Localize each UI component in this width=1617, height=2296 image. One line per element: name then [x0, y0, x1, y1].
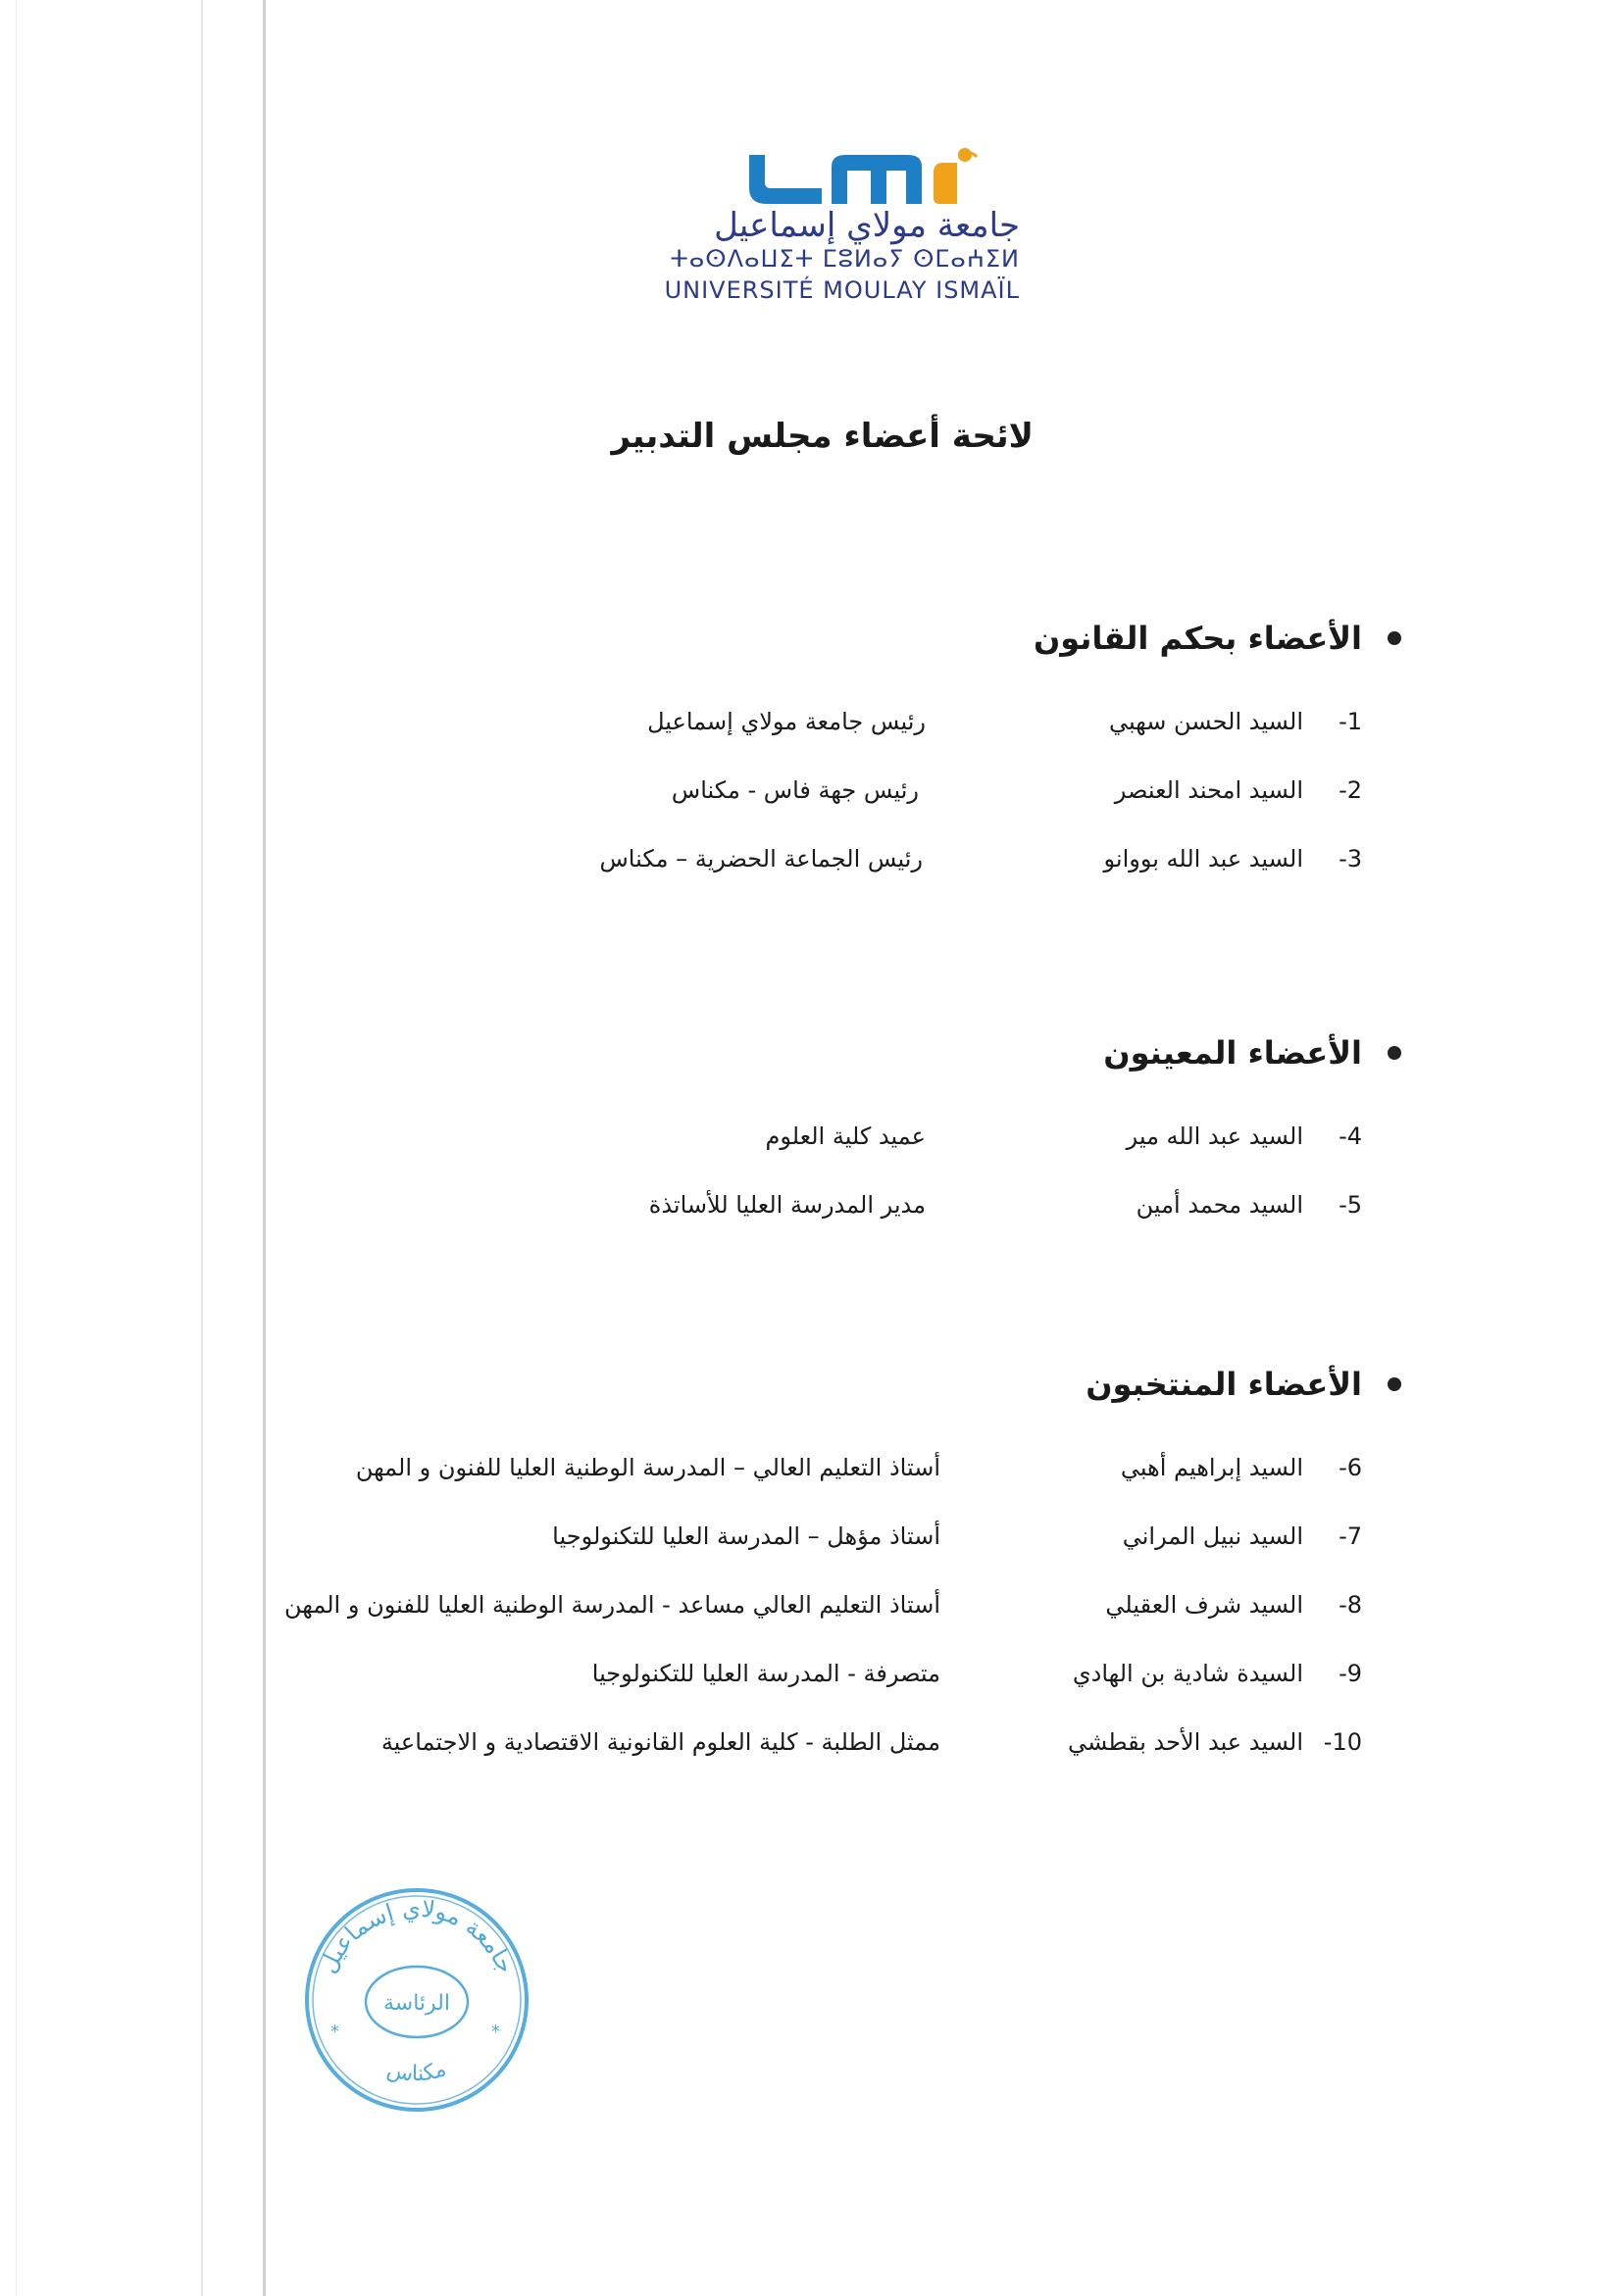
document-title: لائحة أعضاء مجلس التدبير	[611, 417, 1034, 456]
member-row	[0, 776, 1617, 816]
stamp-outer-text: جامعة مولاي إسماعيل	[314, 1894, 521, 1977]
section-header-appointed	[1103, 1034, 1401, 1072]
member-number: -8	[1339, 1591, 1362, 1619]
member-number: -6	[1339, 1454, 1362, 1481]
bullet-icon	[1388, 631, 1401, 645]
star-icon: *	[330, 2021, 339, 2042]
member-row	[0, 1454, 1617, 1493]
member-row	[0, 1191, 1617, 1230]
stamp-bottom-text: مكناس	[384, 2057, 450, 2087]
logo-arabic-name: جامعة مولاي إسماعيل	[714, 206, 1020, 245]
member-row	[0, 708, 1617, 747]
university-logo	[664, 137, 1030, 314]
member-role: أستاذ التعليم العالي – المدرسة الوطنية العليا للفنون و المهن	[355, 1454, 940, 1481]
member-number: -9	[1339, 1660, 1362, 1687]
member-row	[0, 1660, 1617, 1699]
member-name: السيد امحند العنصر	[1114, 776, 1303, 804]
section-header-ex-officio	[1034, 620, 1401, 657]
svg-text:مكناس	[384, 2057, 449, 2087]
member-row	[0, 1591, 1617, 1630]
bullet-icon	[1388, 1046, 1401, 1060]
member-role: متصرفة - المدرسة العليا للتكنولوجيا	[591, 1660, 940, 1687]
member-role: أستاذ مؤهل – المدرسة العليا للتكنولوجيا	[552, 1522, 940, 1550]
svg-text:جامعة مولاي إسماعيل	[314, 1895, 520, 1977]
member-name: السيد نبيل المراني	[1122, 1522, 1303, 1550]
member-name: السيد محمد أمين	[1136, 1191, 1303, 1219]
member-name: السيد عبد الأحد بقطشي	[1068, 1728, 1303, 1756]
stamp-center-text: الرئاسة	[382, 1991, 451, 2016]
member-number: -7	[1339, 1522, 1362, 1550]
member-name: السيد الحسن سهبي	[1108, 708, 1303, 735]
member-row	[0, 1123, 1617, 1162]
section-title: الأعضاء المنتخبون	[1086, 1366, 1362, 1403]
logo-tifinagh-name: ⵜⴰⵙⴷⴰⵡⵉⵜ ⵎⵓⵍⴰⵢ ⵙⵎⴰⵄⵉⵍ	[670, 245, 1020, 273]
member-number: -10	[1323, 1728, 1362, 1756]
section-title: الأعضاء المعينون	[1103, 1034, 1362, 1072]
member-role: عميد كلية العلوم	[765, 1123, 926, 1150]
member-role: رئيس جهة فاس - مكناس	[671, 776, 919, 804]
member-role: رئيس جامعة مولاي إسماعيل	[647, 708, 926, 735]
logo-french-name: UNIVERSITÉ MOULAY ISMAÏL	[664, 276, 1020, 304]
member-number: -1	[1339, 708, 1362, 735]
star-icon: *	[491, 2021, 500, 2042]
section-header-elected	[1086, 1366, 1401, 1403]
member-number: -5	[1339, 1191, 1362, 1219]
member-name: السيد عبد الله بووانو	[1103, 845, 1303, 873]
member-name: السيد عبد الله مير	[1126, 1123, 1303, 1150]
member-role: أستاذ التعليم العالي مساعد - المدرسة الوطنية العليا للفنون و المهن	[284, 1591, 940, 1619]
member-row	[0, 1728, 1617, 1768]
bullet-icon	[1388, 1377, 1401, 1391]
member-row	[0, 845, 1617, 884]
member-number: -3	[1339, 845, 1362, 873]
section-title: الأعضاء بحكم القانون	[1033, 620, 1362, 657]
member-role: مدير المدرسة العليا للأساتذة	[648, 1191, 926, 1219]
presidency-stamp	[299, 1882, 534, 2118]
member-role: ممثل الطلبة - كلية العلوم القانونية الاقتصادية و الاجتماعية	[380, 1728, 940, 1756]
member-name: السيد إبراهيم أهبي	[1120, 1454, 1303, 1481]
member-number: -2	[1339, 776, 1362, 804]
member-name: السيدة شادية بن الهادي	[1072, 1660, 1303, 1687]
member-row	[0, 1522, 1617, 1562]
member-role: رئيس الجماعة الحضرية – مكناس	[599, 845, 923, 873]
member-name: السيد شرف العقيلي	[1105, 1591, 1303, 1619]
member-number: -4	[1339, 1123, 1362, 1150]
